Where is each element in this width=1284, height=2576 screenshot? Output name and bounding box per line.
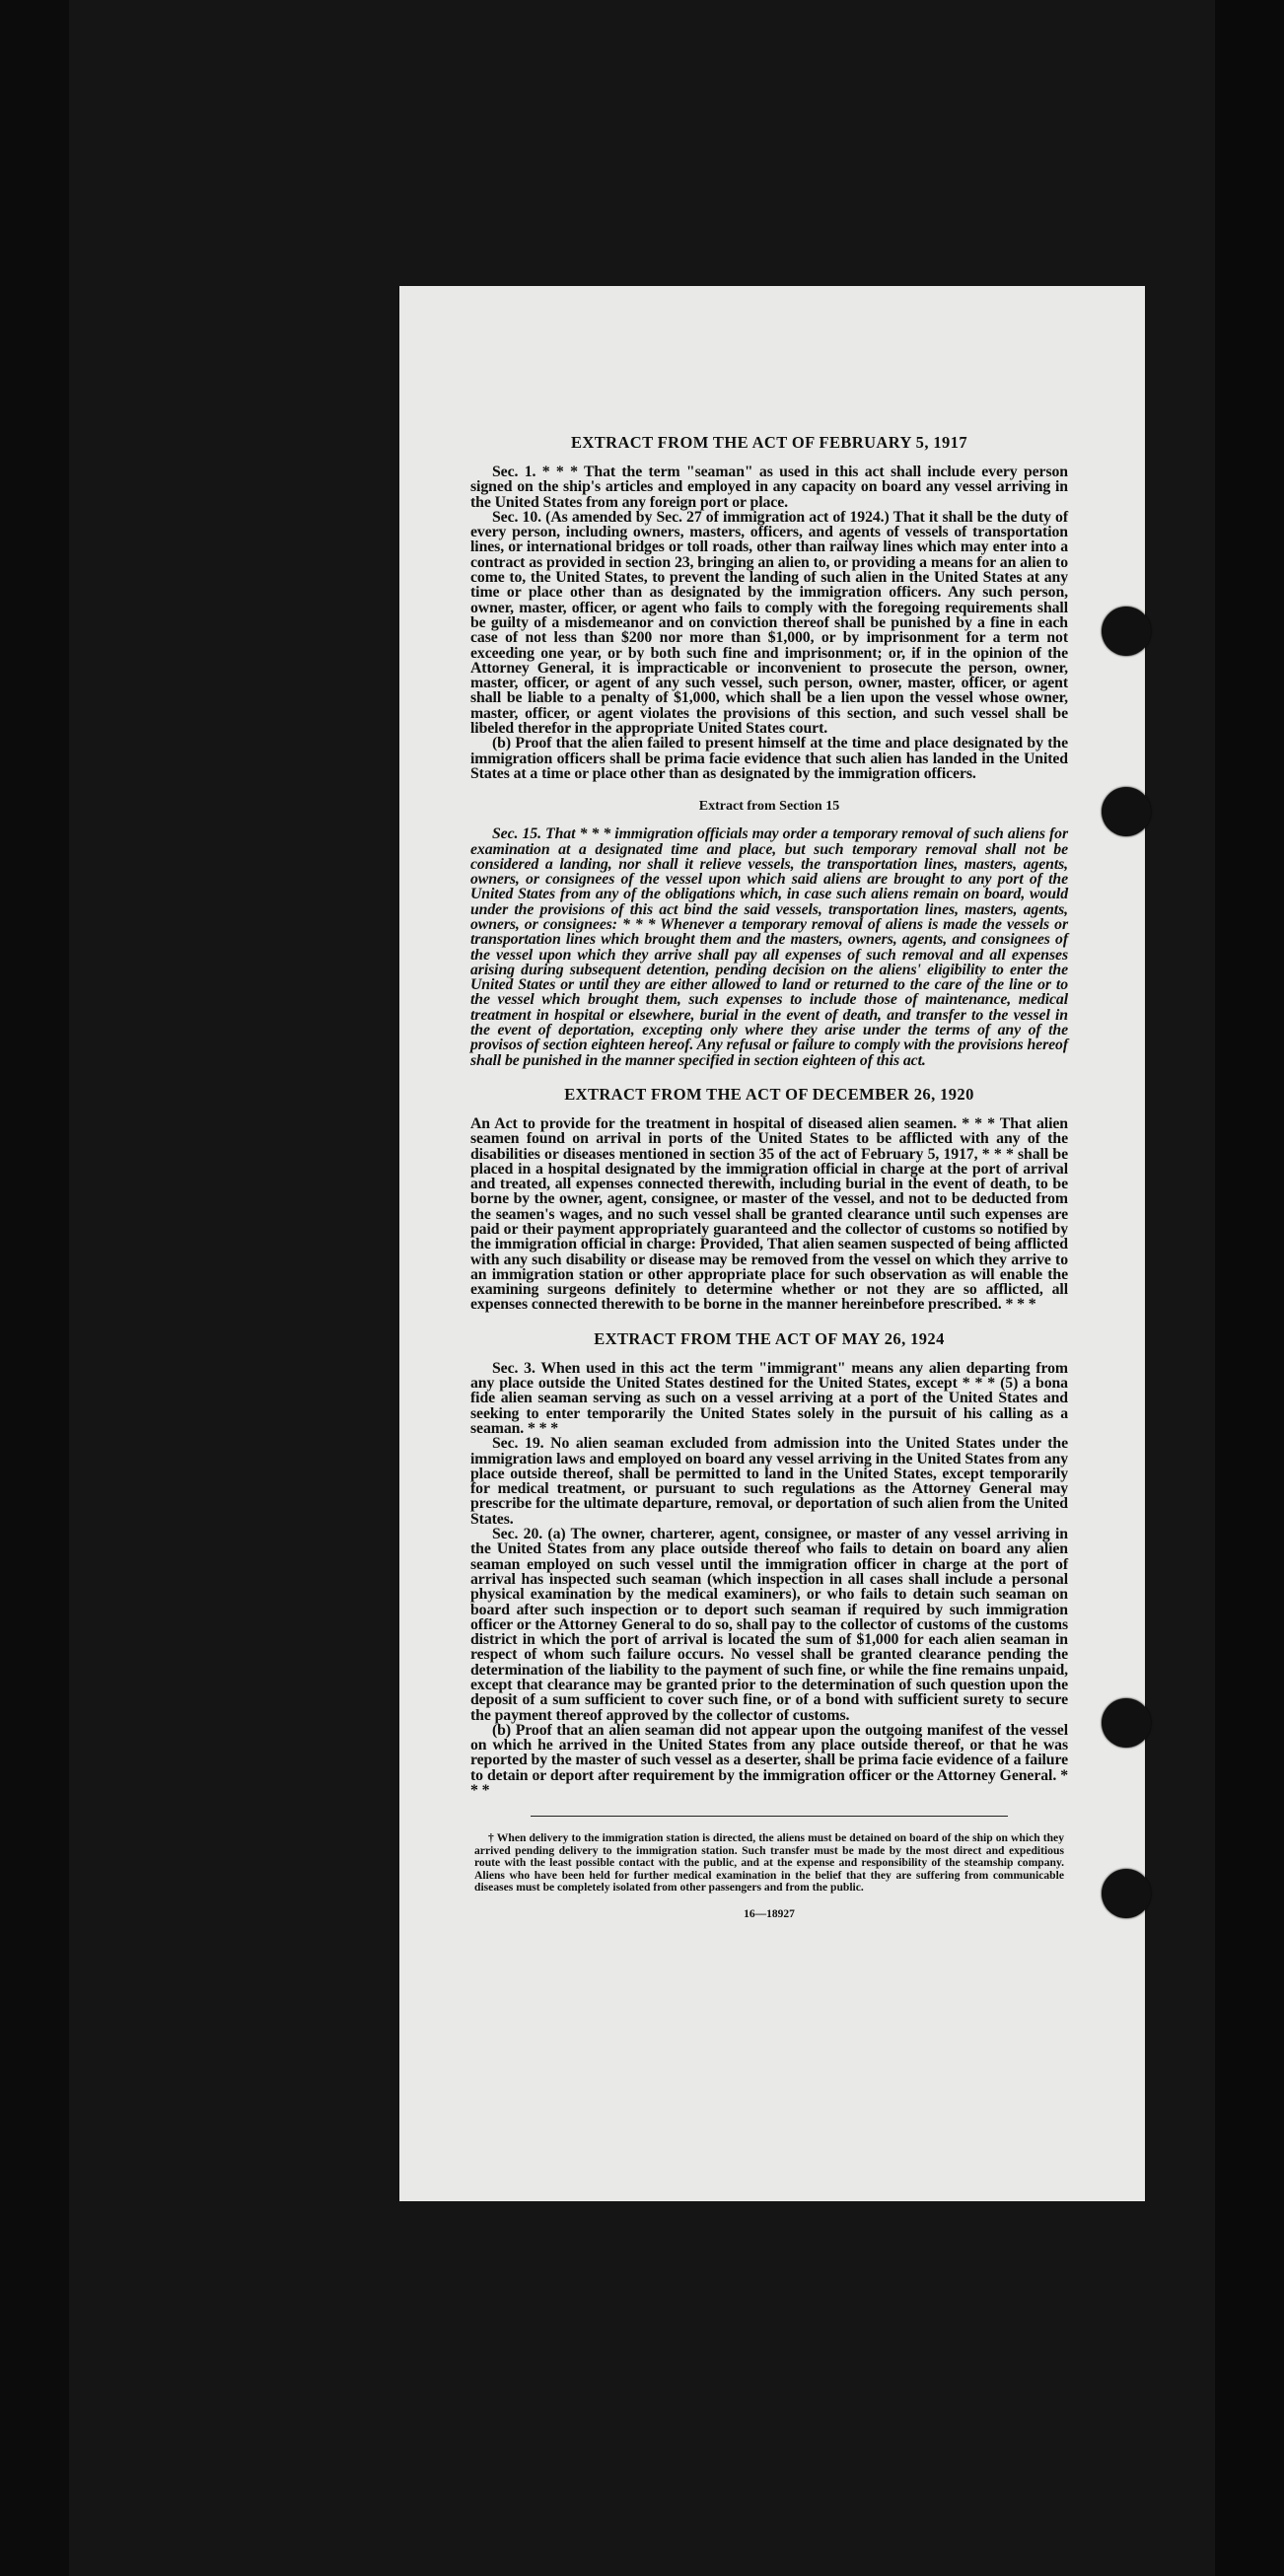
paragraph-act-1920: An Act to provide for the treatment in hospital of diseased alien seamen. * * * That alien seamen found on arrival in ports of the United States to be afflicted with any of the disabilities or diseases mentioned in section 35 of the act of February 5, 1917, * * * shall be placed in a hospital designated by the immigration official in charge at the port of arrival and treated, all expenses connected therewith, including burial in the event of death, to be borne by the owner, agent, consignee, or master of the vessel, and not to be deducted from the seamen's wages, and no such vessel shall be granted clearance until such expenses are paid or their payment appropriately guaranteed and the collector of customs so notified by the immigration official in charge: Provided, That alien seamen suspected of being afflicted with any such disability or disease may be removed from the vessel on which they arrive to an immigration station or other appropriate place for such observation as will enable the examining surgeons definitely to determine whether or not they are so afflicted, all expenses connected therewith to be borne in the manner hereinbefore prescribed. * * * xyxy=(470,1114,1068,1314)
film-border-left xyxy=(0,0,69,2576)
footnote-divider xyxy=(531,1816,1009,1817)
heading-act-1924: EXTRACT FROM THE ACT OF MAY 26, 1924 xyxy=(594,1328,945,1348)
paragraph-sec-15: Sec. 15. That * * * immigration officials may order a temporary removal of such aliens for examination at a designated time and place, but such temporary removal shall not be considered a landing, nor shall it relieve vessels, the transportation lines, masters, agents, owners, or consignees of the vessel upon which said aliens are brought to any port of the United States from any of the obligations which, in case such aliens remain on board, would under the provisions of this act bind the said vessels, transportation lines, masters, agents, owners, or consignees: * * * Whenever a temporary removal of aliens is made the vessels or transportation lines which brought them and the masters, owners, agents, and consignees of the vessel upon which they arrive shall pay all expenses of such removal and all expenses arising during subsequent detention, pending decision on the aliens' eligibility to enter the United States or until they are either allowed to land or returned to the care of the line or to the vessel which brought them, such expenses to include those of maintenance, medical treatment in hospital or elsewhere, burial in the event of death, and transfer to the vessel in the event of deportation, excepting only where they arise under the terms of any of the provisos of section eighteen hereof. Any refusal or failure to comply with the provisions hereof shall be punished in the manner specified in section eighteen of this act. xyxy=(470,825,1068,1069)
punch-hole xyxy=(1102,1869,1151,1918)
punch-hole xyxy=(1102,1698,1151,1748)
punch-hole xyxy=(1102,787,1151,836)
form-code: 16—18927 xyxy=(744,1907,795,1920)
paragraph-sec-10: Sec. 10. (As amended by Sec. 27 of immigration act of 1924.) That it shall be the duty of every person, including owners, masters, officers, and agents of vessels of transportation lines, or international bridges or toll roads, other than railway lines which may enter into a contract as provided in section 23, bringing an alien to, or providing a means for an alien to come to, the United States, to prevent the landing of such alien in the United States at any time or place other than as designated by the immigration officers. Any such person, owner, master, officer, or agent who fails to comply with the foregoing requirements shall be guilty of a misdemeanor and on conviction thereof shall be punished by a fine in each case of not less than $200 nor more than $1,000, or by imprisonment for a term not exceeding one year, or by both such fine and imprisonment; or, if in the opinion of the Attorney General, it is impracticable or inconvenient to prosecute the person, owner, master, officer, or agent of any such vessel, such person, owner, master, officer, or agent shall be liable to a penalty of $1,000, which shall be a lien upon the vessel whose owner, master, officer, or agent violates the provisions of this section, and such vessel shall be libeled therefor in the appropriate United States court. xyxy=(470,508,1068,738)
paragraph-sec-20-a: Sec. 20. (a) The owner, charterer, agent, consignee, or master of any vessel arriving in the United States from any place outside thereof who fails to detain on board any alien seaman employed on such vessel until the immigration officer in charge at the port of arrival has inspected such seaman (which inspection in all cases shall include a personal physical examination by the medical examiners), or who fails to detain such seaman on board after such inspection or to deport such seaman if required by such immigration officer or the Attorney General to do so, shall pay to the collector of customs of the customs district in which the port of arrival is located the sum of $1,000 for each alien seaman in respect of whom such failure occurs. No vessel shall be granted clearance pending the determination of the liability to the payment of such fine, or while the fine remains unpaid, except that clearance may be granted prior to the determination of such question upon the deposit of a sum sufficient to cover such fine, or of a bond with sufficient surety to secure the payment thereof approved by the collector of customs. xyxy=(470,1526,1068,1724)
section-act-1924 xyxy=(470,1330,1068,1799)
paragraph-sec-20-b: (b) Proof that an alien seaman did not appear upon the outgoing manifest of the vessel on which he arrived in the United States from any place outside thereof, or that he was reported by the master of such vessel as a deserter, shall be prima facie evidence of a failure to detain or deport after requirement by the immigration officer or the Attorney General. * * * xyxy=(470,1721,1068,1800)
section-act-1917 xyxy=(470,434,1068,781)
paragraph-sec-3: Sec. 3. When used in this act the term "immigrant" means any alien departing from any place outside the United States destined for the United States, except * * * (5) a bona fide alien seaman serving as such on a vessel arriving at a port of the United States and seeking to enter temporarily the United States solely in the pursuit of his calling as a seaman. * * * xyxy=(470,1359,1068,1437)
document-page xyxy=(399,286,1145,2201)
film-border-right xyxy=(1215,0,1284,2576)
heading-act-1920: EXTRACT FROM THE ACT OF DECEMBER 26, 1920 xyxy=(564,1084,974,1104)
section-act-1920 xyxy=(470,1086,1068,1313)
heading-act-1917: EXTRACT FROM THE ACT OF FEBRUARY 5, 1917 xyxy=(571,433,967,452)
punch-hole xyxy=(1102,607,1151,656)
footnote: † When delivery to the immigration station is directed, the aliens must be detained on board of the ship on which they arrived pending delivery to the immigration station. Such transfer must be made by the most direct and expeditious route with the least possible contact with the public, and at the expense and responsibility of the steamship company. Aliens who have been held for further medical examination in the belief that they are suffering from communicable diseases must be completely isolated from other passengers and from the public. xyxy=(474,1831,1064,1895)
section-sec-15 xyxy=(470,799,1068,1068)
paragraph-sec-19: Sec. 19. No alien seaman excluded from admission into the United States under the immigration laws and employed on board any vessel arriving in the United States from any place outside thereof, shall be permitted to land in the United States, except temporarily for medical treatment, or pursuant to such regulations as the Attorney General may prescribe for the ultimate departure, removal, or deportation of such alien from the United States. xyxy=(470,1435,1068,1528)
paragraph-sec-10-b: (b) Proof that the alien failed to present himself at the time and place designated by the immigration officers shall be prima facie evidence that such alien has landed in the United States at a time or place other than as designated by the immigration officers. xyxy=(470,735,1068,782)
heading-section-15: Extract from Section 15 xyxy=(698,799,840,815)
paragraph-sec-1: Sec. 1. * * * That the term "seaman" as used in this act shall include every person signed on the ship's articles and employed in any capacity on board any vessel arriving in the United States from any foreign port or place. xyxy=(470,463,1068,511)
